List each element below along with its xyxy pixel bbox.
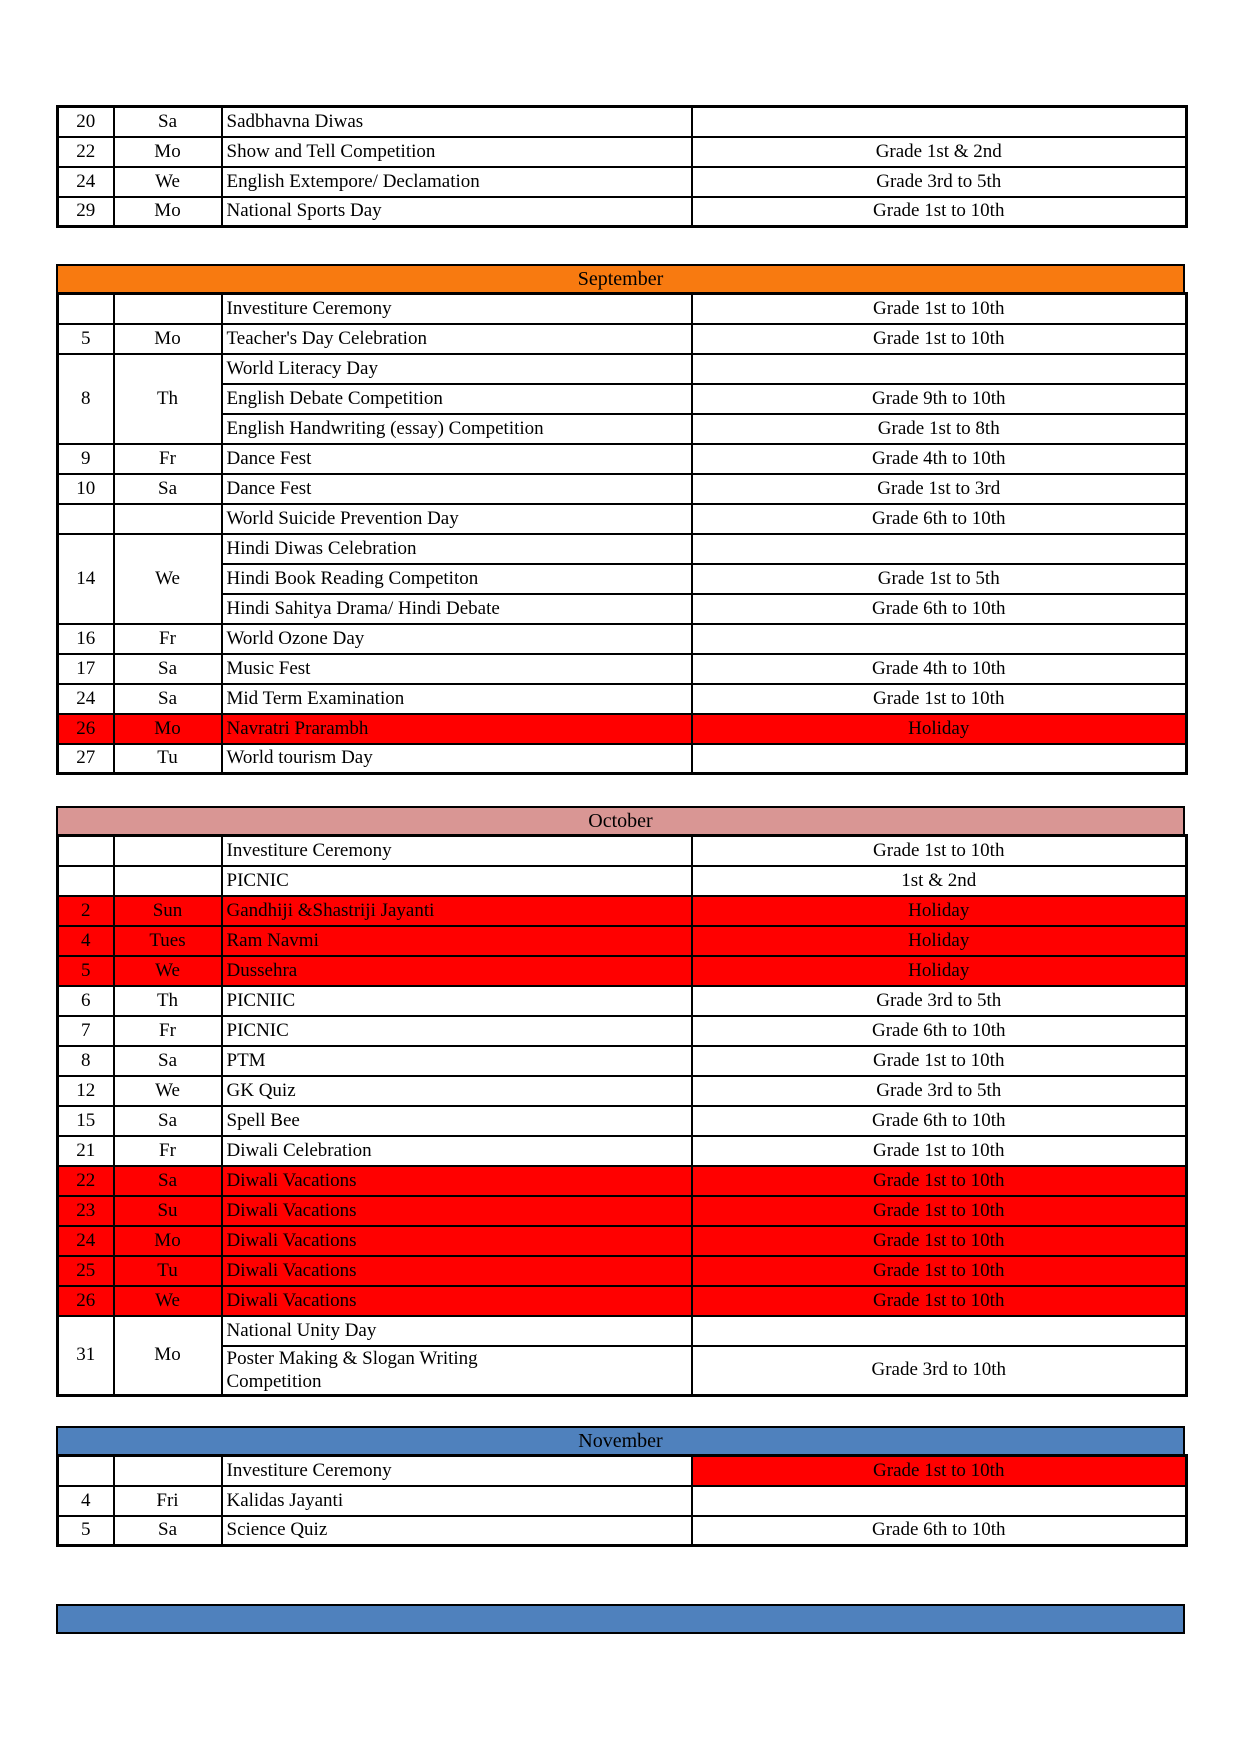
day-cell: Fr (114, 624, 222, 654)
date-cell (58, 504, 114, 534)
day-cell: We (114, 1286, 222, 1316)
date-cell: 7 (58, 1016, 114, 1046)
grade-cell (692, 534, 1187, 564)
table-row (58, 1286, 1187, 1316)
date-cell (58, 294, 114, 324)
events-table-august-continued (56, 105, 1188, 228)
grade-cell (692, 1486, 1187, 1516)
date-cell: 5 (58, 956, 114, 986)
day-cell: Sa (114, 1516, 222, 1546)
table-row (58, 1256, 1187, 1286)
table-row (58, 1486, 1187, 1516)
grade-cell: Grade 1st to 10th (692, 1256, 1187, 1286)
day-cell: Sa (114, 1046, 222, 1076)
grade-cell: Grade 3rd to 5th (692, 1076, 1187, 1106)
day-cell (114, 866, 222, 896)
grade-cell: Grade 3rd to 5th (692, 167, 1187, 197)
date-cell: 22 (58, 1166, 114, 1196)
grade-cell: Grade 1st to 10th (692, 836, 1187, 866)
events-table-october (56, 834, 1188, 1397)
grade-cell: Grade 1st to 8th (692, 414, 1187, 444)
event-cell-text: Poster Making & Slogan Writing Competition (226, 1347, 478, 1393)
table-row (58, 1076, 1187, 1106)
date-cell: 27 (58, 744, 114, 774)
section-october (56, 806, 1185, 1397)
date-cell: 6 (58, 986, 114, 1016)
table-row (58, 564, 1187, 594)
table-row (58, 896, 1187, 926)
day-cell: We (114, 534, 222, 624)
day-cell: Mo (114, 714, 222, 744)
day-cell: Th (114, 354, 222, 444)
date-cell: 23 (58, 1196, 114, 1226)
day-cell: Sa (114, 654, 222, 684)
day-cell: Sa (114, 107, 222, 137)
event-cell: Show and Tell Competition (222, 137, 692, 167)
grade-cell: Holiday (692, 896, 1187, 926)
date-cell: 29 (58, 197, 114, 227)
event-cell: English Extempore/ Declamation (222, 167, 692, 197)
event-cell: National Unity Day (222, 1316, 692, 1346)
day-cell: Fr (114, 444, 222, 474)
table-row (58, 1106, 1187, 1136)
table-row (58, 1046, 1187, 1076)
date-cell (58, 1456, 114, 1486)
table-row (58, 167, 1187, 197)
section-next-month-partial (56, 1604, 1185, 1634)
date-cell: 12 (58, 1076, 114, 1106)
event-cell: GK Quiz (222, 1076, 692, 1106)
table-row (58, 384, 1187, 414)
table-row (58, 1016, 1187, 1046)
month-header-next-month-partial (56, 1604, 1185, 1634)
section-september (56, 264, 1185, 775)
day-cell: Mo (114, 137, 222, 167)
grade-cell (692, 744, 1187, 774)
table-row (58, 1226, 1187, 1256)
date-cell: 17 (58, 654, 114, 684)
event-cell (222, 1346, 692, 1396)
event-cell: Investiture Ceremony (222, 1456, 692, 1486)
date-cell: 24 (58, 684, 114, 714)
grade-cell: Grade 6th to 10th (692, 594, 1187, 624)
grade-cell: Grade 1st to 10th (692, 1456, 1187, 1486)
event-cell: World tourism Day (222, 744, 692, 774)
event-cell: Dance Fest (222, 474, 692, 504)
events-table-november (56, 1454, 1188, 1547)
table-row (58, 474, 1187, 504)
day-cell: Tues (114, 926, 222, 956)
event-cell: English Debate Competition (222, 384, 692, 414)
table-row (58, 354, 1187, 384)
table-row (58, 594, 1187, 624)
grade-cell: Grade 1st & 2nd (692, 137, 1187, 167)
event-cell: Kalidas Jayanti (222, 1486, 692, 1516)
event-cell: Diwali Vacations (222, 1196, 692, 1226)
day-cell: Fri (114, 1486, 222, 1516)
grade-cell: Grade 1st to 10th (692, 1046, 1187, 1076)
table-row (58, 1516, 1187, 1546)
day-cell (114, 504, 222, 534)
grade-cell: 1st & 2nd (692, 866, 1187, 896)
event-cell: Music Fest (222, 654, 692, 684)
event-cell: Hindi Diwas Celebration (222, 534, 692, 564)
table-row (58, 1196, 1187, 1226)
date-cell: 31 (58, 1316, 114, 1396)
table-row (58, 624, 1187, 654)
day-cell: Tu (114, 744, 222, 774)
table-row (58, 197, 1187, 227)
event-cell: World Literacy Day (222, 354, 692, 384)
table-row (58, 986, 1187, 1016)
event-cell: Diwali Vacations (222, 1286, 692, 1316)
event-cell: Dance Fest (222, 444, 692, 474)
grade-cell: Grade 1st to 10th (692, 197, 1187, 227)
date-cell: 4 (58, 926, 114, 956)
grade-cell: Grade 1st to 10th (692, 324, 1187, 354)
event-cell: Gandhiji &Shastriji Jayanti (222, 896, 692, 926)
event-cell: PICNIC (222, 866, 692, 896)
date-cell: 8 (58, 1046, 114, 1076)
section-august-continued (56, 105, 1185, 228)
event-cell: PICNIC (222, 1016, 692, 1046)
date-cell: 14 (58, 534, 114, 624)
grade-cell: Holiday (692, 714, 1187, 744)
date-cell: 21 (58, 1136, 114, 1166)
date-cell: 26 (58, 1286, 114, 1316)
event-cell: Mid Term Examination (222, 684, 692, 714)
day-cell (114, 836, 222, 866)
date-cell: 2 (58, 896, 114, 926)
date-cell: 22 (58, 137, 114, 167)
event-cell: Hindi Sahitya Drama/ Hindi Debate (222, 594, 692, 624)
table-row (58, 956, 1187, 986)
table-row (58, 414, 1187, 444)
table-row (58, 926, 1187, 956)
table-row (58, 1456, 1187, 1486)
day-cell: Sa (114, 1106, 222, 1136)
table-row (58, 1346, 1187, 1396)
table-row (58, 714, 1187, 744)
day-cell: Tu (114, 1256, 222, 1286)
day-cell: Sa (114, 684, 222, 714)
table-row (58, 744, 1187, 774)
event-cell: Teacher's Day Celebration (222, 324, 692, 354)
table-row (58, 836, 1187, 866)
day-cell: Mo (114, 1226, 222, 1256)
grade-cell: Holiday (692, 926, 1187, 956)
table-row (58, 137, 1187, 167)
grade-cell: Holiday (692, 956, 1187, 986)
table-row (58, 534, 1187, 564)
day-cell: We (114, 1076, 222, 1106)
event-cell: Spell Bee (222, 1106, 692, 1136)
date-cell: 4 (58, 1486, 114, 1516)
day-cell (114, 294, 222, 324)
events-table-september (56, 292, 1188, 775)
event-cell: English Handwriting (essay) Competition (222, 414, 692, 444)
grade-cell: Grade 1st to 10th (692, 1286, 1187, 1316)
table-row (58, 866, 1187, 896)
date-cell: 15 (58, 1106, 114, 1136)
grade-cell: Grade 1st to 10th (692, 1226, 1187, 1256)
grade-cell: Grade 1st to 10th (692, 1166, 1187, 1196)
day-cell: Sun (114, 896, 222, 926)
date-cell: 16 (58, 624, 114, 654)
grade-cell (692, 624, 1187, 654)
event-cell: World Suicide Prevention Day (222, 504, 692, 534)
day-cell: Fr (114, 1136, 222, 1166)
date-cell: 24 (58, 167, 114, 197)
event-cell: Diwali Celebration (222, 1136, 692, 1166)
day-cell: We (114, 956, 222, 986)
event-cell: Navratri Prarambh (222, 714, 692, 744)
grade-cell: Grade 6th to 10th (692, 1516, 1187, 1546)
grade-cell: Grade 9th to 10th (692, 384, 1187, 414)
grade-cell: Grade 6th to 10th (692, 504, 1187, 534)
grade-cell: Grade 1st to 5th (692, 564, 1187, 594)
table-row (58, 684, 1187, 714)
table-row (58, 107, 1187, 137)
event-cell: World Ozone Day (222, 624, 692, 654)
date-cell: 20 (58, 107, 114, 137)
table-row (58, 1316, 1187, 1346)
date-cell: 25 (58, 1256, 114, 1286)
day-cell: Fr (114, 1016, 222, 1046)
event-cell: National Sports Day (222, 197, 692, 227)
date-cell (58, 836, 114, 866)
event-cell: Investiture Ceremony (222, 836, 692, 866)
table-row (58, 1136, 1187, 1166)
event-cell: Sadbhavna Diwas (222, 107, 692, 137)
table-row (58, 444, 1187, 474)
grade-cell: Grade 4th to 10th (692, 654, 1187, 684)
grade-cell: Grade 6th to 10th (692, 1016, 1187, 1046)
event-cell: Diwali Vacations (222, 1256, 692, 1286)
month-header-november: November (56, 1426, 1185, 1456)
date-cell: 5 (58, 324, 114, 354)
date-cell: 8 (58, 354, 114, 444)
grade-cell (692, 354, 1187, 384)
table-row (58, 294, 1187, 324)
day-cell: Mo (114, 324, 222, 354)
day-cell: Sa (114, 1166, 222, 1196)
table-row (58, 324, 1187, 354)
grade-cell: Grade 6th to 10th (692, 1106, 1187, 1136)
grade-cell: Grade 1st to 10th (692, 294, 1187, 324)
date-cell: 9 (58, 444, 114, 474)
grade-cell: Grade 3rd to 10th (692, 1346, 1187, 1396)
day-cell: Sa (114, 474, 222, 504)
date-cell (58, 866, 114, 896)
day-cell: Mo (114, 197, 222, 227)
event-cell: Investiture Ceremony (222, 294, 692, 324)
grade-cell: Grade 1st to 10th (692, 1136, 1187, 1166)
grade-cell (692, 1316, 1187, 1346)
event-cell: PICNIIC (222, 986, 692, 1016)
event-cell: Ram Navmi (222, 926, 692, 956)
table-row (58, 504, 1187, 534)
section-november (56, 1426, 1185, 1547)
date-cell: 24 (58, 1226, 114, 1256)
table-row (58, 654, 1187, 684)
day-cell: Su (114, 1196, 222, 1226)
grade-cell: Grade 1st to 10th (692, 1196, 1187, 1226)
event-cell: PTM (222, 1046, 692, 1076)
event-cell: Diwali Vacations (222, 1226, 692, 1256)
month-header-october: October (56, 806, 1185, 836)
day-cell (114, 1456, 222, 1486)
event-cell: Science Quiz (222, 1516, 692, 1546)
grade-cell: Grade 1st to 10th (692, 684, 1187, 714)
month-header-september: September (56, 264, 1185, 294)
date-cell: 5 (58, 1516, 114, 1546)
grade-cell: Grade 4th to 10th (692, 444, 1187, 474)
day-cell: Mo (114, 1316, 222, 1396)
day-cell: We (114, 167, 222, 197)
date-cell: 10 (58, 474, 114, 504)
event-cell: Dussehra (222, 956, 692, 986)
table-row (58, 1166, 1187, 1196)
date-cell: 26 (58, 714, 114, 744)
event-cell: Hindi Book Reading Competiton (222, 564, 692, 594)
grade-cell: Grade 1st to 3rd (692, 474, 1187, 504)
day-cell: Th (114, 986, 222, 1016)
event-cell: Diwali Vacations (222, 1166, 692, 1196)
grade-cell (692, 107, 1187, 137)
grade-cell: Grade 3rd to 5th (692, 986, 1187, 1016)
